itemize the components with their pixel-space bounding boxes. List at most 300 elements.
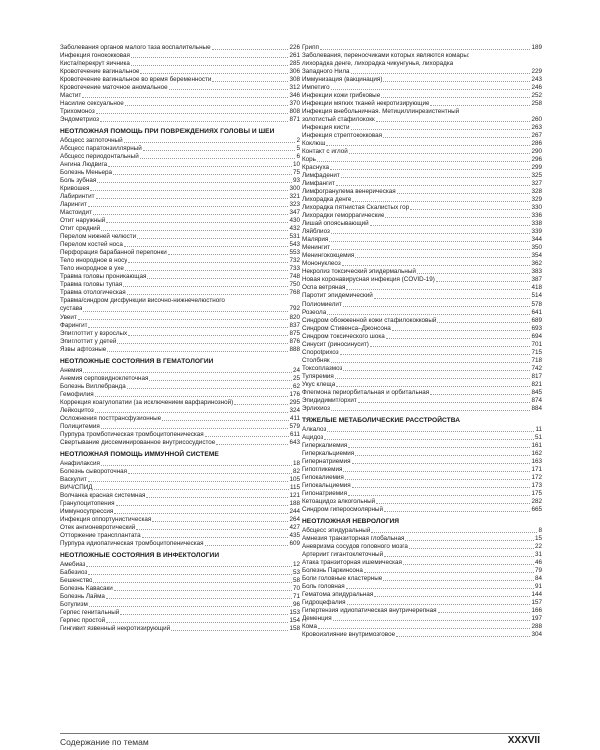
index-entry[interactable] (302, 92, 542, 100)
index-entry[interactable] (60, 100, 300, 108)
entry-title: Кривошея (60, 185, 90, 193)
index-entry[interactable] (302, 317, 542, 325)
entry-title: Абсцесс паратонзиллярный (60, 145, 142, 153)
index-entry[interactable] (60, 193, 300, 201)
entry-page-number: 327 (531, 180, 542, 188)
entry-page-number: 820 (289, 313, 300, 321)
index-entry[interactable] (60, 137, 300, 145)
index-entry[interactable] (60, 484, 300, 492)
index-entry[interactable] (60, 153, 300, 161)
index-entry[interactable] (60, 201, 300, 209)
dot-leader (352, 201, 530, 202)
index-entry[interactable] (302, 172, 542, 180)
entry-title: Отит средний (60, 225, 101, 233)
footer-page-number: XXXVII (507, 735, 540, 746)
index-entry[interactable] (60, 561, 300, 569)
entry-page-number: 18 (292, 459, 300, 467)
entry-page-number: 435 (289, 531, 300, 539)
index-entry[interactable] (60, 60, 300, 68)
index-entry[interactable] (302, 180, 542, 188)
entry-title: Лимфаденит (302, 172, 340, 180)
index-entry[interactable] (60, 500, 300, 508)
dot-leader (169, 89, 289, 90)
entry-title: Синдром гиперосмолярный (302, 505, 383, 513)
index-entry[interactable] (302, 575, 542, 583)
index-entry[interactable] (60, 108, 300, 116)
entry-title: Боль зубная (60, 177, 97, 185)
entry-page-number: 837 (289, 321, 300, 329)
entry-title: Свертывание диссеминированное внутрисосудистое (60, 438, 216, 446)
dot-leader (131, 57, 289, 58)
index-entry[interactable] (302, 535, 542, 543)
index-entry[interactable] (302, 599, 542, 607)
entry-page-number: 579 (289, 422, 300, 430)
entry-page-number: 641 (531, 308, 542, 316)
index-entry[interactable] (302, 196, 542, 204)
dot-leader (333, 620, 531, 621)
index-entry[interactable] (60, 92, 300, 100)
index-entry[interactable] (302, 260, 542, 268)
dot-leader (128, 335, 288, 336)
entry-page-number: 285 (289, 60, 300, 68)
index-entry[interactable] (302, 341, 542, 349)
index-entry[interactable] (302, 567, 542, 575)
dot-leader (324, 439, 534, 440)
index-entry[interactable] (60, 601, 300, 609)
entry-title: Язвы афтозные (60, 345, 107, 353)
entry-title: Менингококцемия (302, 252, 355, 260)
entry-page-number: 514 (531, 292, 542, 300)
index-entry[interactable] (60, 257, 300, 265)
index-entry[interactable] (60, 346, 300, 354)
index-entry[interactable] (60, 540, 300, 548)
index-entry[interactable] (60, 217, 300, 225)
index-entry[interactable] (60, 161, 300, 169)
index-entry[interactable] (60, 68, 300, 76)
index-entry[interactable] (302, 76, 542, 84)
index-entry[interactable] (302, 309, 542, 317)
entry-page-number: 330 (531, 204, 542, 212)
index-entry[interactable] (302, 244, 542, 252)
dot-leader (162, 420, 289, 421)
footer-title: Содержание по темам (60, 737, 149, 747)
index-entry[interactable] (60, 297, 300, 305)
entry-page-number: 62 (292, 382, 300, 390)
index-entry[interactable] (60, 338, 300, 346)
dot-leader (358, 402, 531, 403)
index-entry[interactable] (302, 301, 542, 309)
index-entry[interactable] (302, 100, 542, 108)
dot-leader (336, 386, 530, 387)
entry-page-number: 264 (289, 515, 300, 523)
entry-title: Гипогликемия (302, 465, 343, 473)
entry-page-number: 296 (531, 156, 542, 164)
entry-page-number: 304 (531, 631, 542, 639)
index-entry[interactable] (60, 577, 300, 585)
entry-title: Абсцесс заглоточный (60, 137, 123, 145)
entry-title: Гипертензия идиопатическая внутричерепная (302, 607, 437, 615)
index-entry[interactable] (302, 156, 542, 164)
index-entry[interactable] (60, 273, 300, 281)
index-entry[interactable] (302, 349, 542, 357)
entry-title: Контакт с иглой (302, 148, 348, 156)
index-entry[interactable] (60, 532, 300, 540)
index-entry[interactable] (302, 228, 542, 236)
index-entry[interactable] (60, 625, 300, 633)
entry-page-number: 609 (289, 539, 300, 547)
entry-page-number: 197 (531, 615, 542, 623)
index-entry[interactable] (60, 44, 300, 52)
dot-leader (90, 190, 288, 191)
entry-page-number: 75 (292, 169, 300, 177)
index-entry[interactable] (302, 325, 542, 333)
index-entry[interactable] (302, 482, 542, 490)
index-entry[interactable] (60, 468, 300, 476)
dot-leader (152, 521, 288, 522)
index-entry[interactable] (302, 490, 542, 498)
entry-page-number: 875 (289, 329, 300, 337)
index-entry[interactable] (302, 284, 542, 292)
entry-page-number: 339 (531, 228, 542, 236)
index-entry[interactable] (60, 415, 300, 423)
index-entry[interactable] (302, 474, 542, 482)
index-entry[interactable] (302, 212, 542, 220)
dot-leader (95, 396, 289, 397)
index-entry[interactable] (302, 220, 542, 228)
dot-leader (89, 606, 292, 607)
index-entry[interactable] (60, 407, 300, 415)
entry-page-number: 611 (289, 430, 300, 438)
entry-title: Инфекция кисти (302, 124, 350, 132)
index-entry[interactable] (60, 116, 300, 124)
index-entry[interactable] (302, 357, 542, 365)
index-entry[interactable] (60, 439, 300, 447)
entry-title: Бешенство (60, 576, 93, 584)
dot-leader (326, 145, 530, 146)
entry-page-number: 715 (531, 348, 542, 356)
index-entry[interactable] (302, 381, 542, 389)
entry-title: Грипп (302, 44, 319, 51)
index-entry[interactable] (60, 569, 300, 577)
index-entry[interactable] (60, 225, 300, 233)
entry-page-number: 329 (531, 196, 542, 204)
entry-page-number: 6 (296, 153, 300, 161)
index-entry[interactable] (60, 52, 300, 60)
entry-title: Абсцесс периодонтальный (60, 153, 139, 161)
index-entry[interactable] (302, 116, 542, 124)
index-entry[interactable] (302, 140, 542, 148)
entry-title: лихорадка денге, лихорадка чикунгунья, лихорадка (302, 60, 454, 68)
index-entry[interactable] (302, 405, 542, 413)
index-entry[interactable] (60, 249, 300, 257)
index-entry[interactable] (302, 148, 542, 156)
index-entry[interactable] (60, 609, 300, 617)
index-entry[interactable] (60, 516, 300, 524)
entry-page-number: 427 (289, 523, 300, 531)
entry-page-number: 693 (531, 324, 542, 332)
index-entry[interactable] (302, 607, 542, 615)
dot-leader (205, 436, 289, 437)
entry-page-number: 324 (289, 406, 300, 414)
index-entry[interactable] (302, 365, 542, 373)
dot-leader (149, 380, 292, 381)
index-entry[interactable] (60, 76, 300, 84)
index-entry[interactable] (60, 460, 300, 468)
index-entry[interactable] (302, 426, 542, 434)
dot-leader (83, 311, 288, 312)
dot-leader (88, 206, 289, 207)
dot-leader (128, 473, 292, 474)
index-entry[interactable] (60, 330, 300, 338)
dot-leader (131, 65, 289, 66)
index-entry[interactable] (60, 145, 300, 153)
entry-page-number: 2 (296, 137, 300, 145)
dot-leader (352, 487, 531, 488)
entry-page-number: 260 (531, 116, 542, 124)
dot-leader (396, 636, 530, 637)
dot-leader (430, 105, 530, 106)
entry-page-number: 91 (534, 583, 542, 590)
entry-title: Коррекция коагулопатии (за исключением варфаринозной) (60, 398, 234, 406)
dot-leader (317, 161, 531, 162)
index-entry[interactable] (60, 177, 300, 185)
index-entry[interactable] (60, 383, 300, 391)
entry-page-number: 884 (531, 404, 542, 412)
entry-page-number: 115 (289, 483, 300, 491)
dot-leader (147, 278, 288, 279)
dot-leader (78, 319, 289, 320)
index-entry[interactable] (60, 508, 300, 516)
entry-page-number: 874 (531, 396, 542, 404)
index-entry[interactable] (302, 466, 542, 474)
index-entry[interactable] (302, 591, 542, 599)
index-entry[interactable] (60, 617, 300, 625)
entry-title: Волчанка красная системная (60, 491, 146, 499)
dot-leader (384, 511, 531, 512)
index-entry[interactable] (302, 252, 542, 260)
index-entry[interactable] (60, 423, 300, 431)
entry-page-number: 58 (292, 576, 300, 584)
dot-leader (345, 479, 531, 480)
dot-leader (205, 545, 289, 546)
dot-leader (83, 372, 292, 373)
index-entry[interactable] (302, 623, 542, 631)
entry-page-number: 748 (289, 273, 300, 281)
dot-leader (125, 270, 289, 271)
entry-page-number: 323 (289, 201, 300, 209)
index-entry[interactable] (302, 268, 542, 276)
entry-page-number: 189 (531, 44, 542, 51)
dot-leader (392, 330, 531, 331)
dot-leader (113, 174, 292, 175)
entry-page-number: 578 (531, 300, 542, 308)
index-entry[interactable] (60, 492, 300, 500)
dot-leader (143, 150, 296, 151)
index-entry[interactable] (302, 292, 542, 300)
dot-leader (383, 137, 530, 138)
entry-title: Лишай опоясывающий (302, 220, 369, 228)
entry-page-number: 792 (289, 305, 300, 313)
entry-page-number: 295 (289, 398, 300, 406)
dot-leader (93, 582, 292, 583)
entry-page-number: 105 (289, 475, 300, 483)
index-entry[interactable] (60, 241, 300, 249)
index-entry[interactable] (60, 209, 300, 217)
index-entry[interactable] (60, 305, 300, 313)
index-entry[interactable] (302, 44, 542, 52)
entry-page-number: 411 (289, 414, 300, 422)
dot-leader (124, 246, 289, 247)
index-entry[interactable] (302, 276, 542, 284)
entry-title: Синдром обожженной кожи стафилококковый (302, 316, 437, 324)
dot-leader (405, 540, 534, 541)
index-entry[interactable] (60, 281, 300, 289)
dot-leader (125, 105, 289, 106)
index-entry[interactable] (302, 450, 542, 458)
index-entry[interactable] (302, 108, 542, 116)
dot-leader (107, 351, 288, 352)
entry-page-number: 172 (531, 473, 542, 481)
dot-leader (234, 404, 288, 405)
dot-leader (342, 265, 531, 266)
index-entry[interactable] (302, 615, 542, 623)
index-entry[interactable] (60, 289, 300, 297)
entry-title: Лихорадка денге (302, 196, 352, 204)
index-entry[interactable] (302, 389, 542, 397)
index-entry[interactable] (302, 583, 542, 591)
entry-title: Аневризма сосудов головного мозга (302, 542, 408, 550)
index-entry[interactable] (60, 185, 300, 193)
entry-title: Синдром Стивенса–Джонсона (302, 324, 391, 332)
index-entry[interactable] (60, 399, 300, 407)
index-entry[interactable] (302, 551, 542, 559)
entry-title: Инфекция оппортунистическая (60, 515, 152, 523)
dot-leader (383, 580, 534, 581)
entry-page-number: 176 (289, 390, 300, 398)
index-column-left (60, 44, 300, 633)
index-entry[interactable] (302, 124, 542, 132)
entry-page-number: 79 (534, 566, 542, 574)
entry-title: Лимфангит (302, 180, 335, 188)
dot-leader (343, 306, 531, 307)
index-entry[interactable] (60, 431, 300, 439)
index-entry[interactable] (60, 265, 300, 273)
entry-page-number: 312 (289, 84, 300, 92)
index-entry[interactable] (302, 60, 542, 68)
entry-page-number: 325 (531, 172, 542, 180)
index-entry[interactable] (60, 585, 300, 593)
entry-title: Амнезия транзиторная глобальная (302, 534, 405, 542)
section-heading: НЕОТЛОЖНАЯ ПОМОЩЬ ПРИ ПОВРЕЖДЕНИЯХ ГОЛОВЫ И ШЕИ (60, 128, 275, 136)
entry-page-number: 338 (531, 220, 542, 228)
entry-title: Киста/перекрут яичника (60, 60, 130, 68)
index-entry[interactable] (302, 434, 542, 442)
index-entry[interactable] (302, 188, 542, 196)
entry-page-number: 24 (292, 366, 300, 374)
dot-leader (376, 121, 531, 122)
index-entry[interactable] (302, 52, 542, 60)
index-entry[interactable] (302, 68, 542, 76)
index-entry[interactable] (60, 367, 300, 375)
index-entry[interactable] (60, 476, 300, 484)
entry-title: Менингит (302, 244, 330, 252)
index-entry[interactable] (302, 559, 542, 567)
entry-page-number: 718 (531, 356, 542, 364)
index-entry[interactable] (60, 233, 300, 241)
dot-leader (343, 370, 530, 371)
index-entry[interactable] (60, 322, 300, 330)
index-entry[interactable] (302, 543, 542, 551)
dot-leader (364, 572, 534, 573)
dot-leader (327, 314, 530, 315)
entry-page-number: 162 (531, 449, 542, 457)
dot-leader (97, 182, 292, 183)
dot-leader (95, 412, 289, 413)
entry-title: Гипокалиемия (302, 473, 344, 481)
entry-title: Спороtрихоз (302, 348, 339, 356)
index-entry[interactable] (302, 458, 542, 466)
index-entry[interactable] (60, 84, 300, 92)
entry-title: Травма/синдром дисфункции височно-нижнечелюстного (60, 297, 225, 305)
dot-leader (346, 588, 534, 589)
entry-page-number: 321 (289, 193, 300, 201)
index-entry[interactable] (302, 132, 542, 140)
index-entry[interactable] (60, 375, 300, 383)
entry-title: Гиперкалиемия (302, 441, 348, 449)
index-entry[interactable] (302, 631, 542, 639)
index-entry[interactable] (302, 373, 542, 381)
index-entry[interactable] (302, 527, 542, 535)
entry-page-number: 175 (531, 489, 542, 497)
index-entry[interactable] (60, 391, 300, 399)
entry-title: Тело инородное в носу (60, 257, 128, 265)
entry-page-number: 263 (531, 124, 542, 132)
index-entry[interactable] (60, 593, 300, 601)
dot-leader (381, 97, 530, 98)
index-entry[interactable] (302, 498, 542, 506)
dot-leader (417, 273, 531, 274)
dot-leader (352, 463, 531, 464)
entry-page-number: 163 (531, 457, 542, 465)
entry-page-number: 166 (531, 607, 542, 615)
index-entry[interactable] (302, 84, 542, 92)
dot-leader (100, 121, 288, 122)
entry-page-number: 288 (531, 623, 542, 631)
entry-title: Флегмона периорбитальная и орбитальная (302, 388, 430, 396)
dot-leader (136, 529, 288, 530)
index-entry[interactable] (302, 506, 542, 514)
entry-page-number: 845 (531, 388, 542, 396)
index-entry[interactable] (302, 333, 542, 341)
entry-title: Гемофилия (60, 390, 94, 398)
entry-page-number: 243 (531, 76, 542, 84)
index-entry[interactable] (302, 164, 542, 172)
entry-page-number: 252 (531, 92, 542, 100)
index-entry[interactable] (302, 236, 542, 244)
index-entry[interactable] (302, 397, 542, 405)
index-entry[interactable] (60, 314, 300, 322)
entry-title: Токсоплазмоз (302, 364, 343, 372)
index-entry[interactable] (302, 442, 542, 450)
index-entry[interactable] (60, 169, 300, 177)
dot-leader (140, 158, 296, 159)
entry-page-number: 750 (289, 281, 300, 289)
dot-leader (106, 222, 288, 223)
index-entry[interactable] (302, 204, 542, 212)
entry-page-number: 306 (289, 68, 300, 76)
index-entry[interactable] (60, 524, 300, 532)
entry-title: Анафилаксия (60, 459, 100, 467)
